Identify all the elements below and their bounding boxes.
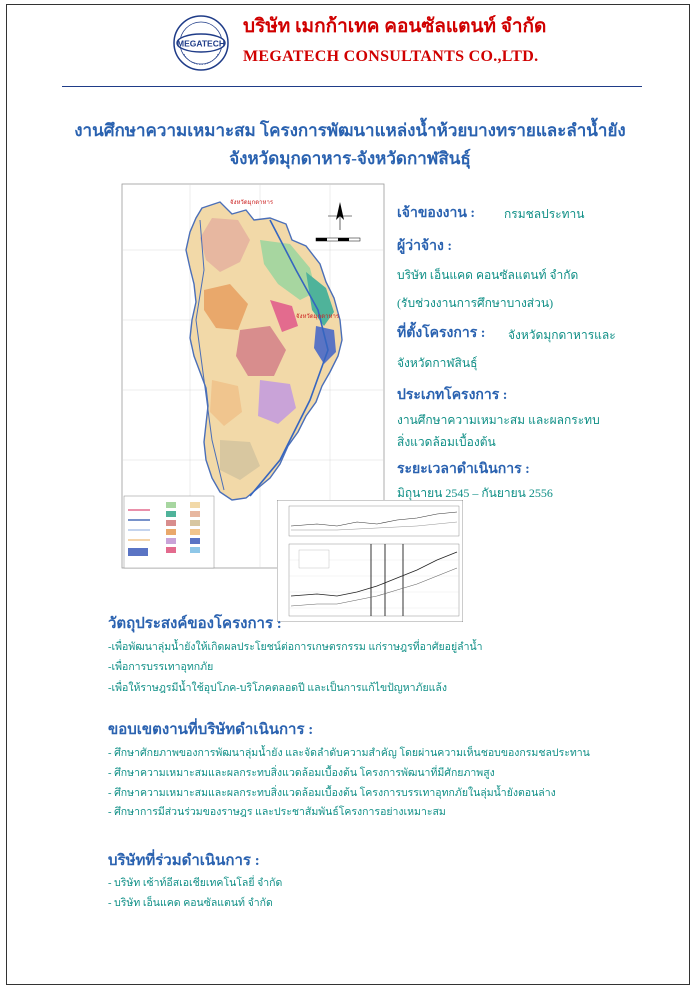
project-type-label: ประเภทโครงการ : — [397, 388, 508, 403]
hydrograph-figure — [277, 500, 463, 622]
period-label: ระยะเวลาดำเนินการ : — [397, 462, 530, 477]
megatech-logo — [172, 12, 230, 74]
owner-label: เจ้าของงาน : — [397, 206, 476, 221]
employer-label: ผู้ว่าจ้าง : — [397, 239, 452, 254]
project-title-line1: งานศึกษาความเหมาะสม โครงการพัฒนาแหล่งน้ำห้วยบางทรายและลำน้ำยัง — [74, 121, 626, 140]
map-label-north: จังหวัดมุกดาหาร — [230, 199, 274, 206]
company-name-english: MEGATECH CONSULTANTS CO.,LTD. — [243, 48, 539, 65]
map-label-mid: จังหวัดมุกดาหาร — [296, 313, 340, 320]
project-type-value-line2: สิ่งแวดล้อมเบื้องต้น — [397, 435, 496, 449]
objective-item: -เพื่อให้ราษฎรมีน้ำใช้อุปโภค-บริโภคตลอดปี และเป็นการแก้ไขปัญหาภัยแล้ง — [108, 683, 447, 694]
location-value-line2: จังหวัดกาฬสินธุ์ — [397, 356, 478, 370]
partners-heading: บริษัทที่ร่วมดำเนินการ : — [108, 853, 260, 869]
employer-note: (รับช่วงงานการศึกษาบางส่วน) — [397, 296, 554, 310]
partner-item: - บริษัท เซ้าท์อีสเอเชียเทคโนโลยี่ จำกัด — [108, 878, 283, 889]
owner-value: กรมชลประทาน — [504, 207, 585, 221]
logo-text: MEGATECH — [176, 38, 226, 49]
scope-item: - ศึกษาศักยภาพของการพัฒนาลุ่มน้ำยัง และจัดลำดับความสำคัญ โดยผ่านความเห็นชอบของกรมชลประทาน — [108, 748, 590, 759]
header-divider — [62, 86, 642, 87]
location-value-line1: จังหวัดมุกดาหารและ — [508, 328, 616, 342]
scope-item: - ศึกษาความเหมาะสมและผลกระทบสิ่งแวดล้อมเบื้องต้น โครงการพัฒนาที่มีศักยภาพสูง — [108, 768, 495, 779]
location-label: ที่ตั้งโครงการ : — [397, 326, 486, 341]
objective-item: -เพื่อการบรรเทาอุทกภัย — [108, 662, 214, 673]
scope-heading: ขอบเขตงานที่บริษัทดำเนินการ : — [108, 722, 314, 738]
scope-item: - ศึกษาความเหมาะสมและผลกระทบสิ่งแวดล้อมเบื้องต้น โครงการบรรเทาอุทกภัยในลุ่มน้ำยังตอนล่าง — [108, 788, 556, 799]
employer-value: บริษัท เอ็นแคด คอนซัลแตนท์ จำกัด — [397, 268, 579, 282]
map-legend — [124, 496, 214, 568]
company-name-thai: บริษัท เมกก้าเทค คอนซัลแตนท์ จำกัด — [243, 16, 547, 37]
partner-item: - บริษัท เอ็นแคด คอนซัลแตนท์ จำกัด — [108, 898, 273, 909]
period-value: มิถุนายน 2545 – กันยายน 2556 — [397, 486, 553, 500]
scope-item: - ศึกษาการมีส่วนร่วมของราษฎร และประชาสัมพันธ์โครงการอย่างเหมาะสม — [108, 807, 446, 818]
project-title-line2: จังหวัดมุกดาหาร-จังหวัดกาฬสินธุ์ — [229, 149, 471, 168]
scale-bar — [316, 238, 360, 241]
objectives-heading: วัตถุประสงค์ของโครงการ : — [108, 616, 282, 632]
project-type-value-line1: งานศึกษาความเหมาะสม และผลกระทบ — [397, 413, 600, 427]
objective-item: -เพื่อพัฒนาลุ่มน้ำยังให้เกิดผลประโยชน์ต่อการเกษตรกรรม แก่ราษฎรที่อาศัยอยู่ลำน้ำ — [108, 642, 483, 653]
